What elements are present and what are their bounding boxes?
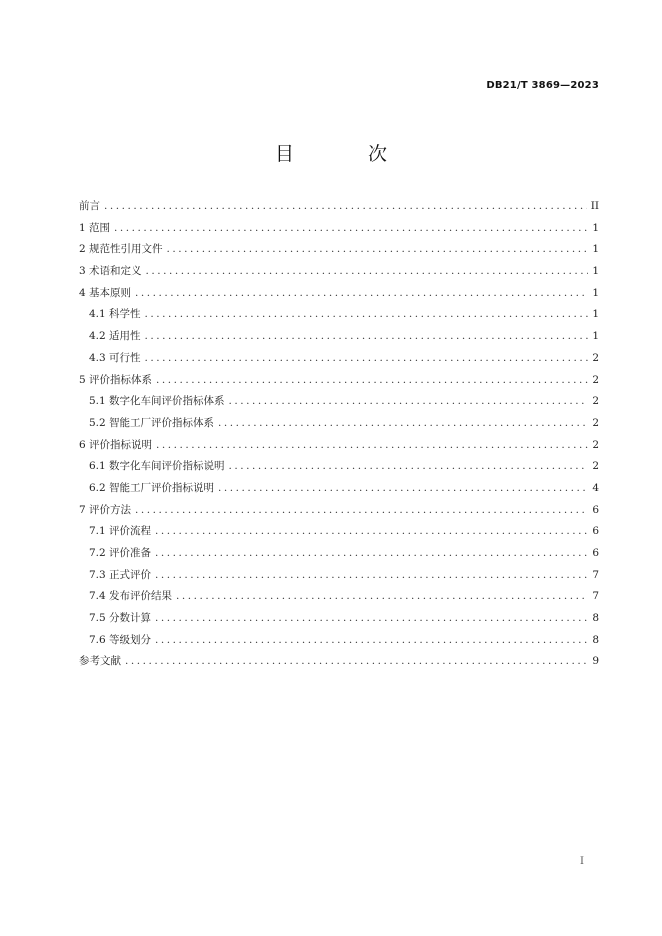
toc-entry-label: 6 评价指标说明 — [79, 438, 153, 451]
toc-entry-page: 7 — [592, 568, 599, 581]
toc-dot-leader — [155, 521, 588, 543]
toc-entry-label: 7.6 等级划分 — [89, 633, 152, 646]
toc-entry-page: 1 — [592, 243, 599, 256]
toc-entry-label: 7.3 正式评价 — [89, 568, 152, 581]
toc-entry-page: 1 — [592, 265, 599, 278]
toc-entry[interactable] — [79, 630, 599, 652]
toc-entry-page: 2 — [592, 395, 599, 408]
toc-dot-leader — [229, 391, 589, 413]
toc-entry[interactable] — [79, 239, 599, 261]
toc-entry-label: 1 范围 — [79, 221, 111, 234]
toc-entry[interactable] — [79, 413, 599, 435]
toc-entry[interactable] — [79, 435, 599, 457]
toc-entry-label: 2 规范性引用文件 — [79, 243, 163, 256]
toc-dot-leader — [156, 370, 588, 392]
toc-entry-label: 6.1 数字化车间评价指标说明 — [89, 460, 225, 473]
toc-dot-leader — [155, 630, 588, 652]
toc-entry-label: 4 基本原则 — [79, 286, 132, 299]
page-title: 目 次 — [274, 143, 422, 165]
toc-entry-page: 2 — [592, 351, 599, 364]
toc-dot-leader — [156, 435, 588, 457]
document-code: DB21/T 3869—2023 — [486, 80, 599, 91]
toc-dot-leader — [155, 543, 588, 565]
toc-entry-label: 3 术语和定义 — [79, 265, 142, 278]
toc-entry-page: 1 — [592, 286, 599, 299]
toc-entry[interactable] — [79, 500, 599, 522]
toc-dot-leader — [218, 413, 588, 435]
toc-dot-leader — [176, 586, 588, 608]
toc-entry[interactable] — [79, 391, 599, 413]
toc-entry-label: 4.1 科学性 — [89, 308, 141, 321]
toc-dot-leader — [135, 283, 588, 305]
toc-entry-page: 2 — [592, 460, 599, 473]
toc-entry[interactable] — [79, 608, 599, 630]
toc-dot-leader — [155, 565, 588, 587]
toc-entry[interactable] — [79, 586, 599, 608]
toc-entry-page: 8 — [592, 633, 599, 646]
toc-entry-page: 2 — [592, 416, 599, 429]
toc-entry-label: 参考文献 — [79, 655, 121, 668]
toc-dot-leader — [145, 304, 589, 326]
toc-dot-leader — [167, 239, 589, 261]
toc-entry[interactable] — [79, 261, 599, 283]
toc-entry[interactable] — [79, 456, 599, 478]
toc-entry[interactable] — [79, 196, 599, 218]
toc-entry-label: 7.4 发布评价结果 — [89, 590, 173, 603]
toc-dot-leader — [135, 500, 588, 522]
toc-entry-label: 4.2 适用性 — [89, 330, 141, 343]
toc-dot-leader — [114, 218, 588, 240]
toc-entry-page: 8 — [592, 612, 599, 625]
toc-entry[interactable] — [79, 521, 599, 543]
toc-entry-page: 9 — [592, 655, 599, 668]
toc-entry[interactable] — [79, 348, 599, 370]
toc-dot-leader — [229, 456, 589, 478]
toc-entry[interactable] — [79, 370, 599, 392]
toc-entry-page: 2 — [592, 438, 599, 451]
toc-entry-label: 6.2 智能工厂评价指标说明 — [89, 481, 215, 494]
toc-entry[interactable] — [79, 304, 599, 326]
toc-dot-leader — [145, 348, 589, 370]
toc-entry-page: 7 — [592, 590, 599, 603]
toc-entry-page: 6 — [592, 503, 599, 516]
toc-entry[interactable] — [79, 543, 599, 565]
toc-entry-page: 1 — [592, 221, 599, 234]
toc-dot-leader — [155, 608, 588, 630]
toc-entry-label: 前言 — [79, 200, 100, 212]
page-number: I — [580, 856, 584, 867]
toc-dot-leader — [146, 261, 589, 283]
toc-entry[interactable] — [79, 651, 599, 673]
toc-entry-page: 6 — [592, 547, 599, 559]
toc-entry-page: 4 — [592, 481, 599, 494]
toc-entry-label: 7.2 评价准备 — [89, 547, 152, 559]
toc-entry[interactable] — [79, 283, 599, 305]
toc-entry-page: 6 — [592, 525, 599, 538]
toc-entry[interactable] — [79, 326, 599, 348]
toc-entry-label: 4.3 可行性 — [89, 351, 141, 364]
toc-entry-label: 5.1 数字化车间评价指标体系 — [89, 395, 225, 408]
toc-dot-leader — [218, 478, 588, 500]
toc-entry-label: 7 评价方法 — [79, 503, 132, 516]
toc-entry-page: 1 — [592, 308, 599, 321]
toc-entry-page: 2 — [592, 373, 599, 386]
toc-entry-page: 1 — [592, 330, 599, 343]
toc-entry[interactable] — [79, 565, 599, 587]
toc-entry[interactable] — [79, 478, 599, 500]
toc-entry-label: 5 评价指标体系 — [79, 373, 153, 386]
table-of-contents — [79, 196, 599, 673]
toc-entry[interactable] — [79, 218, 599, 240]
toc-dot-leader — [104, 196, 587, 218]
toc-entry-label: 5.2 智能工厂评价指标体系 — [89, 416, 215, 429]
toc-entry-label: 7.1 评价流程 — [89, 525, 152, 538]
toc-dot-leader — [145, 326, 589, 348]
toc-entry-label: 7.5 分数计算 — [89, 612, 152, 625]
toc-entry-page: II — [590, 200, 599, 212]
toc-dot-leader — [125, 651, 588, 673]
